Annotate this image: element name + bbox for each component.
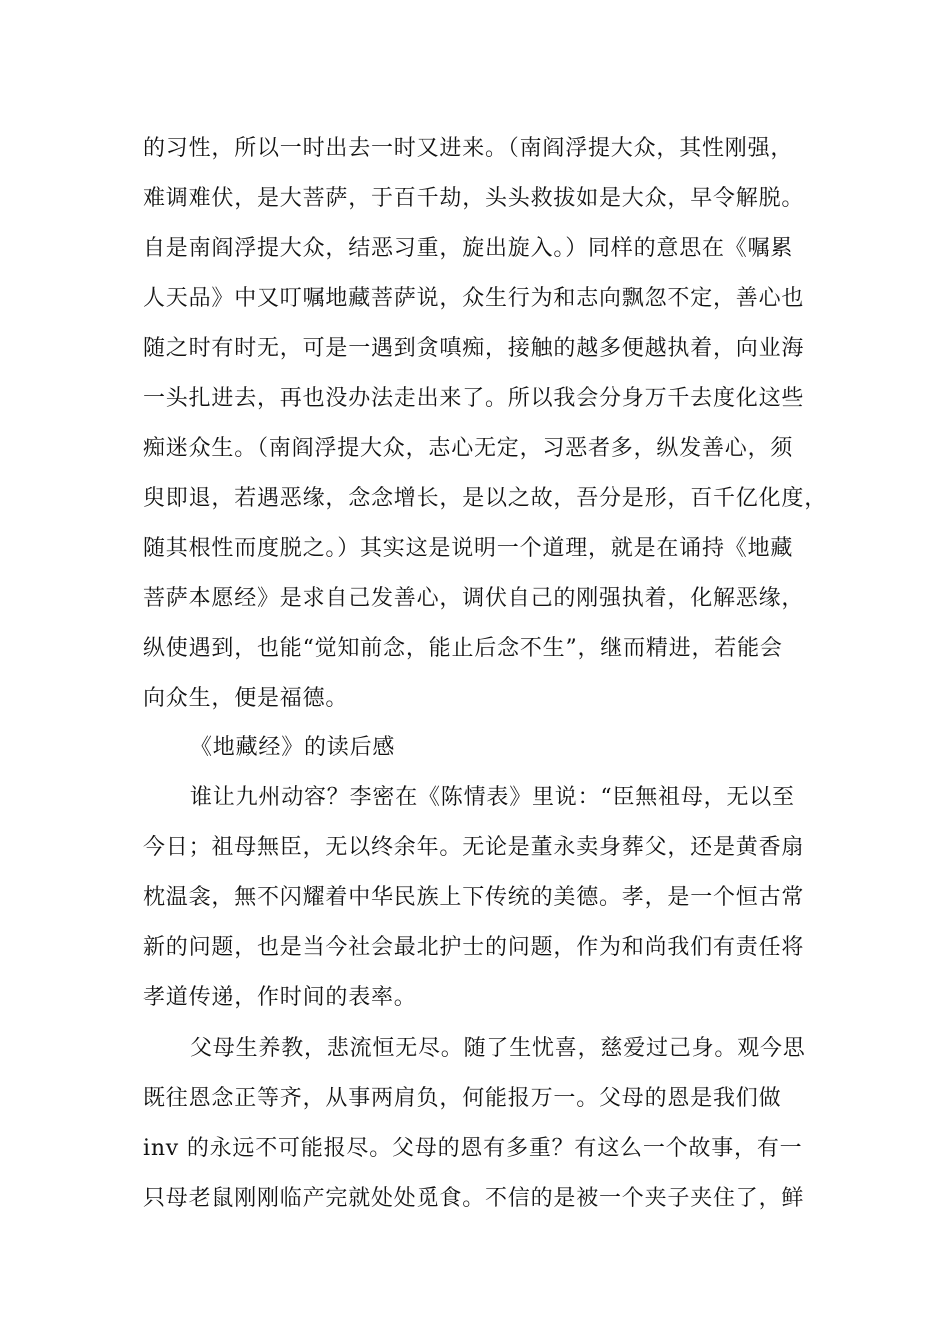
text-line: 向众生，便是福德。 [143, 686, 349, 711]
section-title: 《地藏经》的读后感 [190, 735, 396, 760]
text-line: 纵使遇到，也能“觉知前念，能止后念不生”，继而精进，若能会 [143, 636, 783, 661]
text-line: 只母老鼠刚刚临产完就处处觅食。不信的是被一个夹子夹住了，鲜 [143, 1186, 805, 1211]
text-line: 人天品》中又叮嘱地藏菩萨说，众生行为和志向飘忽不定，善心也 [143, 286, 805, 311]
text-line: 臾即退，若遇恶缘，念念增长，是以之故，吾分是形，百千亿化度， [143, 486, 828, 511]
text-line: 枕温衾，無不闪耀着中华民族上下传统的美德。孝，是一个恒古常 [143, 885, 805, 910]
text-line: 难调难伏，是大菩萨，于百千劫，头头救拔如是大众，早令解脱。 [143, 186, 805, 211]
text-line: 既往恩念正等齐，从事两肩负，何能报万一。父母的恩是我们做 [143, 1086, 782, 1111]
text-line: 一头扎进去，再也没办法走出来了。所以我会分身万千去度化这些 [143, 386, 805, 411]
text-line: 自是南阎浮提大众，结恶习重，旋出旋入。）同样的意思在《嘱累 [143, 236, 794, 261]
text-line: 新的问题，也是当今社会最北护士的问题，作为和尚我们有责任将 [143, 935, 805, 960]
text-line: 今日；祖母無臣，无以终余年。无论是董永卖身葬父，还是黄香扇 [143, 835, 805, 860]
text-line: 随之时有时无，可是一遇到贪嗔痴，接触的越多便越执着，向业海 [143, 336, 805, 361]
text-line: inv 的永远不可能报尽。父母的恩有多重？有这么一个故事，有一 [143, 1136, 803, 1161]
text-line: 谁让九州动容？李密在《陈情表》里说：“臣無祖母，无以至 [190, 785, 795, 810]
text-line: 痴迷众生。（南阎浮提大众，志心无定，习恶者多，纵发善心，须 [143, 436, 794, 461]
text-line: 父母生养教，悲流恒无尽。随了生忧喜，慈爱过己身。观今思 [190, 1036, 806, 1061]
text-line: 的习性，所以一时出去一时又进来。（南阎浮提大众，其性刚强， [143, 136, 794, 161]
text-line: 随其根性而度脱之。）其实这是说明一个道理，就是在诵持《地藏 [143, 536, 794, 561]
text-line: 孝道传递，作时间的表率。 [143, 985, 417, 1010]
text-line: 菩萨本愿经》是求自己发善心，调伏自己的刚强执着，化解恶缘， [143, 586, 805, 611]
